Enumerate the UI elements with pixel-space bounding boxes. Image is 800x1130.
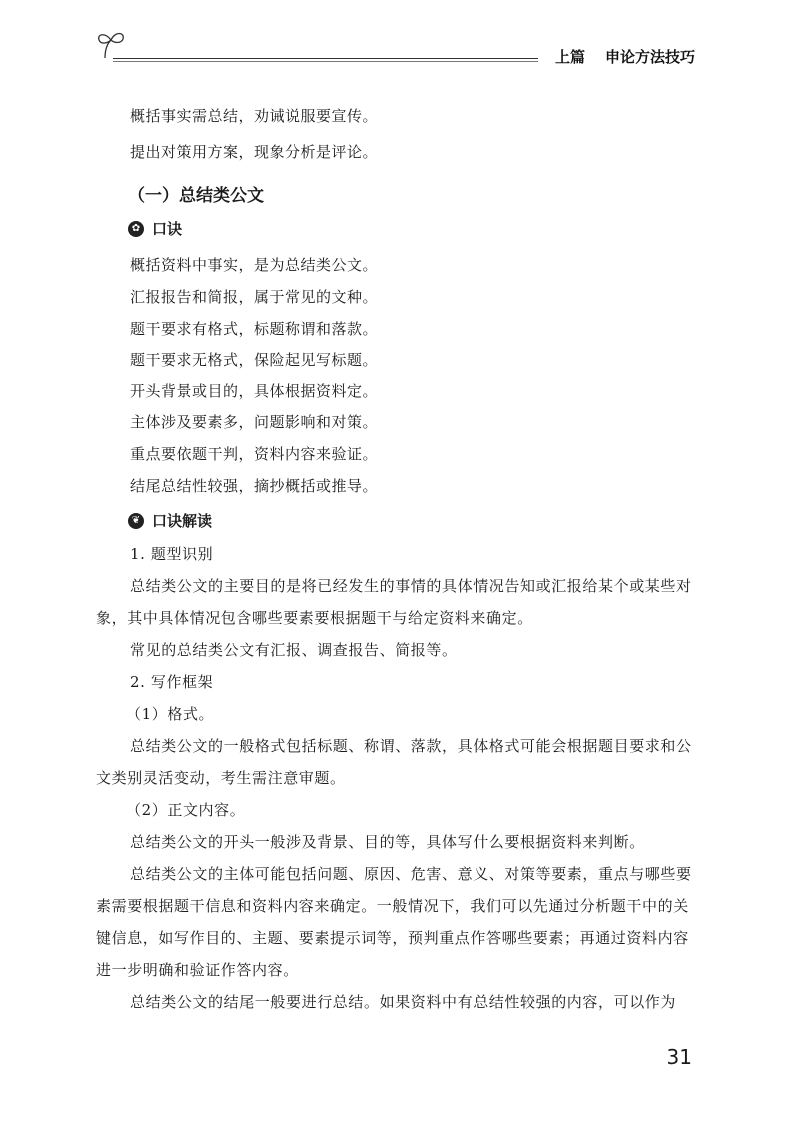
mnemonic-line: 概括资料中事实，是为总结类公文。 xyxy=(130,256,379,274)
header-part: 上篇 xyxy=(554,48,585,66)
body-subheading: （2）正文内容。 xyxy=(126,801,246,819)
sprout-icon xyxy=(95,28,127,62)
mnemonic-line: 题干要求有格式，标题称谓和落款。 xyxy=(130,320,379,338)
body-text xyxy=(96,538,696,1018)
header-label xyxy=(555,46,695,67)
mnemonic-icon: ✿ xyxy=(128,221,144,237)
interpretation-heading xyxy=(128,510,212,531)
body-paragraph-text: 总结类公文的主要目的是将已经发生的事情的具体情况告知或汇报给某个或某些对象，其中具体情况包含哪些要素要根据题干与给定资料来确定。 xyxy=(96,577,692,627)
mnemonic-heading-label: 口诀 xyxy=(152,220,183,238)
body-subheading: （1）格式。 xyxy=(126,705,215,723)
header-rule-thin xyxy=(113,61,538,62)
mnemonic-heading xyxy=(128,218,182,239)
body-heading: 2. 写作框架 xyxy=(130,673,214,691)
mnemonic-line: 重点要依题干判，资料内容来验证。 xyxy=(130,445,379,463)
mnemonic-line: 开头背景或目的，具体根据资料定。 xyxy=(130,382,379,400)
mnemonic-line: 结尾总结性较强，摘抄概括或推导。 xyxy=(130,477,379,495)
body-paragraph-text: 常见的总结类公文有汇报、调查报告、简报等。 xyxy=(130,641,458,659)
body-paragraph xyxy=(96,858,696,986)
leaf-icon: ❦ xyxy=(128,513,144,529)
body-paragraph-text: 总结类公文的结尾一般要进行总结。如果资料中有总结性较强的内容，可以作为 xyxy=(130,993,677,1011)
body-heading: 1. 题型识别 xyxy=(130,545,214,563)
mnemonic-line: 主体涉及要素多，问题影响和对策。 xyxy=(130,413,379,431)
body-paragraph-text: 总结类公文的一般格式包括标题、称谓、落款，具体格式可能会根据题目要求和公文类别灵活变动，考生需注意审题。 xyxy=(96,737,692,787)
body-paragraph-text: 总结类公文的开头一般涉及背景、目的等，具体写什么要根据资料来判断。 xyxy=(130,833,645,851)
body-paragraph xyxy=(96,826,696,858)
body-paragraph xyxy=(96,634,696,666)
interpretation-heading-label: 口诀解读 xyxy=(152,512,213,530)
header-rule xyxy=(113,58,538,59)
mnemonic-line: 汇报报告和简报，属于常见的文种。 xyxy=(130,288,379,306)
body-paragraph xyxy=(96,570,696,634)
intro-line: 概括事实需总结，劝诫说服要宣传。 xyxy=(130,107,379,125)
intro-line: 提出对策用方案，现象分析是评论。 xyxy=(130,143,379,161)
page-number: 31 xyxy=(666,1045,692,1069)
section-title: （一）总结类公文 xyxy=(128,186,264,206)
body-paragraph xyxy=(96,986,696,1018)
header-title: 申论方法技巧 xyxy=(604,48,695,66)
running-header xyxy=(95,28,695,68)
mnemonic-line: 题干要求无格式，保险起见写标题。 xyxy=(130,351,379,369)
body-paragraph-text: 总结类公文的主体可能包括问题、原因、危害、意义、对策等要素，重点与哪些要素需要根据题干信息和资料内容来确定。一般情况下，我们可以先通过分析题干中的关键信息，如写作目的、主题、要素提示词等，预判重点作答哪些要素；再通过资料内容进一步明确和验证作答内容。 xyxy=(96,865,692,979)
body-paragraph xyxy=(96,730,696,794)
